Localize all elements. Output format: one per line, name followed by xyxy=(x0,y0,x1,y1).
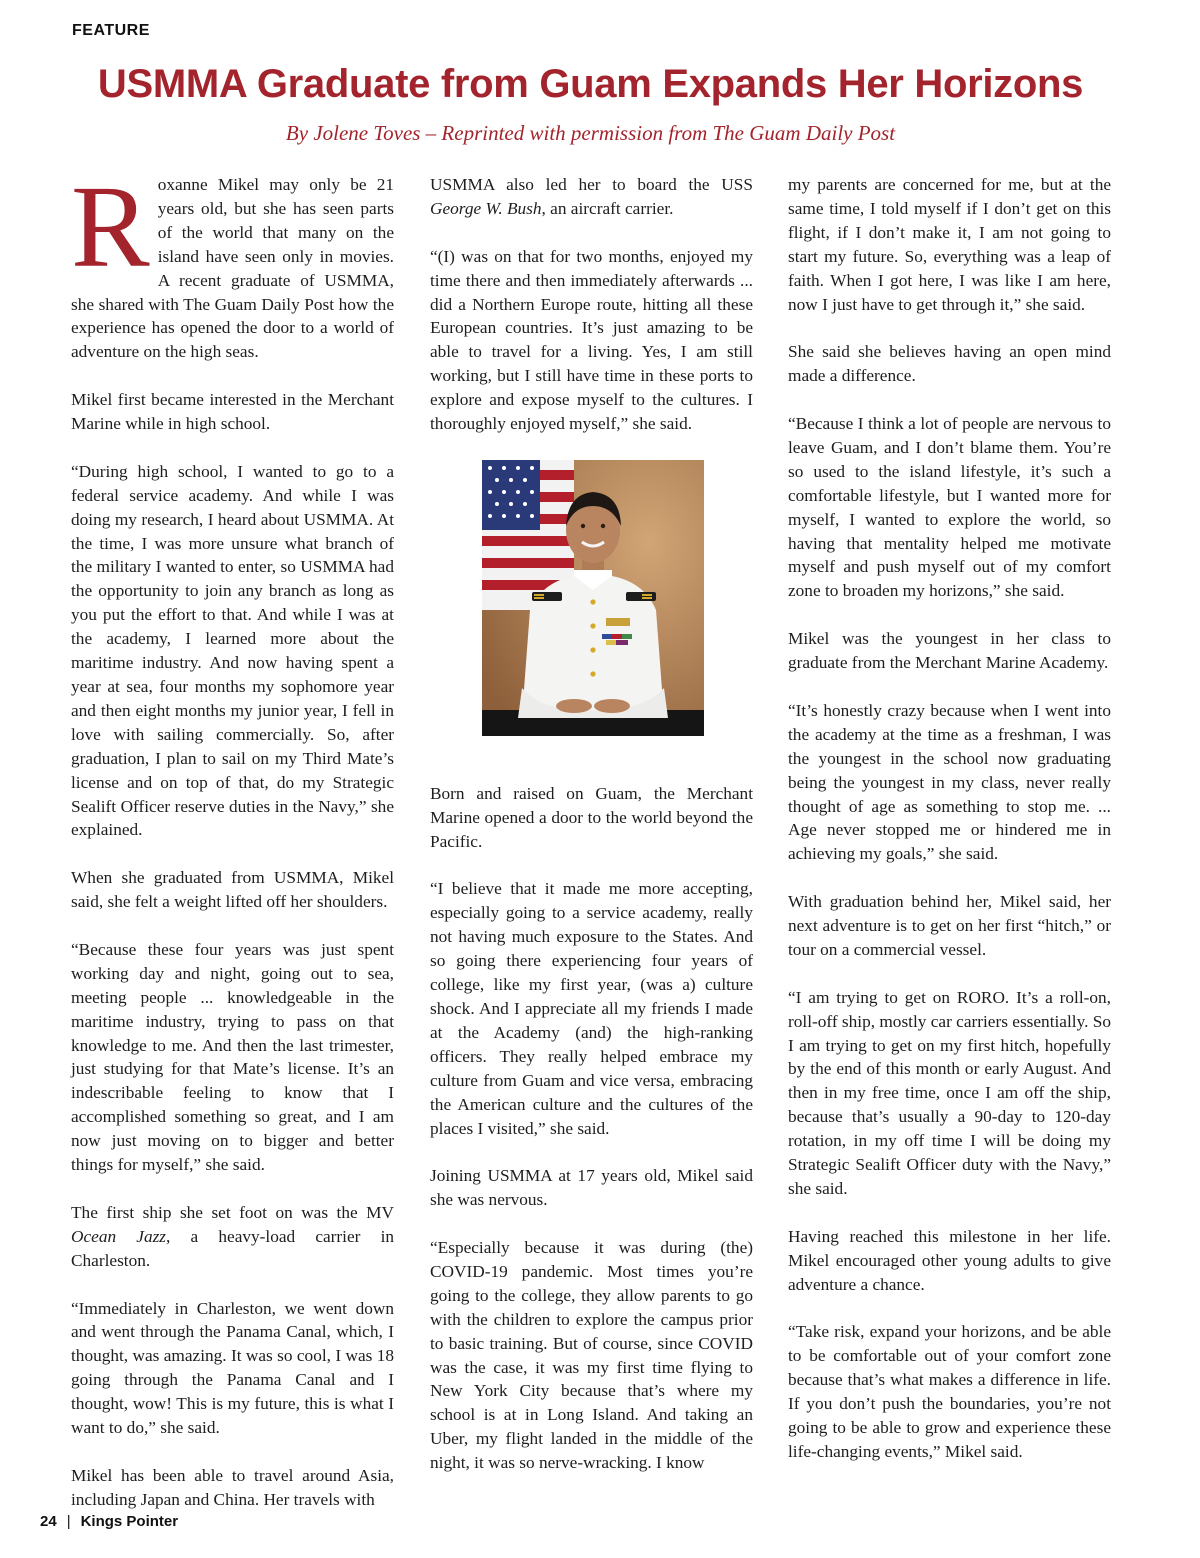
headline: USMMA Graduate from Guam Expands Her Horizons xyxy=(97,62,1084,106)
article-paragraph xyxy=(71,1201,394,1273)
ribbon-bar xyxy=(602,634,612,639)
byline: By Jolene Toves – Reprinted with permission from The Guam Daily Post xyxy=(285,121,896,145)
article-paragraph: “Take risk, expand your horizons, and be able to be comfortable out of your comfort zone because that’s what makes a difference in life. If you don’t push the boundaries, you’re not going to be able to grow and experience these life-changing events,” Mikel said. xyxy=(788,1322,1111,1461)
paragraph-text: , a heavy-load carrier in Charleston. xyxy=(71,1226,395,1270)
article-paragraph: She said she believes having an open mind made a difference. xyxy=(788,342,1111,386)
ship-name: George W. Bush xyxy=(430,198,542,218)
page-footer xyxy=(40,1513,178,1530)
paragraph-text: The first ship she set foot on was the MV xyxy=(71,1202,394,1222)
article-paragraph: “It’s honestly crazy because when I went into the academy at the time as a freshman, I was the youngest in the school now graduating being the youngest in my class, never really thought of age as something to stop me. ... Age never stopped me or hindered me in achieving my goals,” she said. xyxy=(788,700,1111,864)
article-column-1 xyxy=(71,161,395,1536)
hand-left xyxy=(556,699,592,713)
article-paragraph: “I am trying to get on RORO. It’s a roll-on, roll-off ship, mostly car carriers essentially. So I am trying to get on my first hitch, hopefully by the end of this month or early August. And then in my free time, once I am off the ship, because that’s usually a 90-day to 120-day rotation, in my off time I will be doing my Strategic Sealift Officer duty with the Navy,” she said. xyxy=(788,987,1111,1198)
footer-separator: | xyxy=(66,1513,71,1530)
shoulder-board-left xyxy=(532,592,562,601)
article-paragraph: “Especially because it was during (the) COVID-19 pandemic. Most times you’re going to the college, they allow parents to go with the children to explore the campus prior to basic training. But of course, since COVID was the case, it was my first time flying to New York City because that’s where my school is at in Long Island. And taking an Uber, my flight landed in the middle of the night, it was so nerve-wracking. I know xyxy=(430,1238,753,1473)
article-paragraph: Born and raised on Guam, the Merchant Marine opened a door to the world beyond the Pacific. xyxy=(430,783,753,851)
article-paragraph: “Because I think a lot of people are nervous to leave Guam, and I don’t blame them. You’re so used to the island lifestyle, it’s such a comfortable lifestyle, but I wanted more for myself, I wanted to explore the world, so having that mentality helped me motivate myself and push myself out of my comfort zone to broaden my horizons,” she said. xyxy=(788,414,1111,601)
publication-name: Kings Pointer xyxy=(80,1513,179,1530)
article-paragraph: Having reached this milestone in her life. Mikel encouraged other young adults to give adventure a chance. xyxy=(788,1226,1111,1294)
hand-right xyxy=(594,699,630,713)
portrait-photo xyxy=(482,460,704,736)
article-paragraph: With graduation behind her, Mikel said, her next adventure is to get on her first “hitch,” or tour on a commercial vessel. xyxy=(788,892,1111,959)
article-paragraph: Mikel has been able to travel around Asia, including Japan and China. Her travels with xyxy=(71,1465,394,1509)
paragraph-text: , an aircraft carrier. xyxy=(541,198,674,218)
drop-cap: R xyxy=(71,161,150,292)
page-number: 24 xyxy=(40,1513,57,1530)
insignia-pin xyxy=(606,618,630,626)
article-paragraph: Mikel was the youngest in her class to graduate from the Merchant Marine Academy. xyxy=(788,629,1111,673)
article-paragraph: When she graduated from USMMA, Mikel said, she felt a weight lifted off her shoulders. xyxy=(71,868,394,912)
article-paragraph: Mikel first became interested in the Merchant Marine while in high school. xyxy=(71,390,394,434)
article-paragraph: “(I) was on that for two months, enjoyed my time there and then immediately afterwards ... did a Northern Europe route, hitting all these European countries. It’s just amazing to be able to travel for a living. Yes, I am still working, but I still have time in these ports to explore and expose myself to the cultures. I thoroughly enjoyed myself,” she said. xyxy=(430,246,753,434)
article-paragraph xyxy=(430,173,753,221)
paragraph-text: USMMA also led her to board the USS xyxy=(430,175,753,194)
article-paragraph: my parents are concerned for me, but at the same time, I told myself if I don’t get on this flight, if I don’t make it, I am not going to start my future. So, everything was a leap of faith. When I got here, I was like I am here, now I just have to get through it,” she said. xyxy=(788,175,1111,314)
portrait-illustration xyxy=(482,460,704,736)
shoulder-board-right xyxy=(626,592,656,601)
article-paragraph: “Immediately in Charleston, we went down and went through the Panama Canal, which, I thought, was amazing. It was so cool, I was 18 going through the Panama Canal and I thought, wow! This is my future, this is what I want to do,” she said. xyxy=(71,1298,394,1438)
article-paragraph: Joining USMMA at 17 years old, Mikel said she was nervous. xyxy=(430,1166,753,1210)
article-column-2 xyxy=(430,173,753,1499)
ship-name: Ocean Jazz xyxy=(71,1226,167,1246)
section-label: FEATURE xyxy=(72,22,150,39)
article-column-3 xyxy=(788,173,1111,1488)
article-paragraph xyxy=(71,161,394,364)
article-paragraph: “During high school, I wanted to go to a federal service academy. And while I was doing my research, I heard about USMMA. At the time, I was more unsure what branch of the military I wanted to enter, so USMMA had the opportunity to join any branch as long as you put the effort to that. And while I was at the academy, I learned more about the maritime industry. And now having spent a year at sea, four months my sophomore year and then eight months my junior year, I fell in love with sailing commercially. So, after graduation, I plan to sail on my Third Mate’s license and on top of that, do my Strategic Sealift Officer reserve duties in the Navy,” she explained. xyxy=(71,461,394,840)
article-paragraph: “I believe that it made me more accepting, especially going to a service academy, really not having much exposure to the States. And so going there experiencing four years of college, like my first year, (was a) culture shock. And I appreciate all my friends I made at the Academy (and) the high-ranking officers. They really helped embrace my culture from Guam and vice versa, embracing the American culture and the cultures of the places I visited,” she said. xyxy=(430,879,753,1138)
paragraph-text: oxanne Mikel may only be 21 years old, but she has seen parts of the world that many on the island have seen only in movies. A recent graduate of USMMA, she shared with The Guam Daily Post how the experience has opened the door to a world of adventure on the high seas. xyxy=(71,175,394,362)
article-paragraph: “Because these four years was just spent working day and night, going out to sea, meeting people ... knowledgeable in the maritime industry, trying to pass on that knowledge to me. And then the last trimester, just studying for that Mate’s license. It’s an indescribable feeling to know that I accomplished something so great, and I am now just moving on to bigger and better things for myself,” she said. xyxy=(71,939,394,1175)
